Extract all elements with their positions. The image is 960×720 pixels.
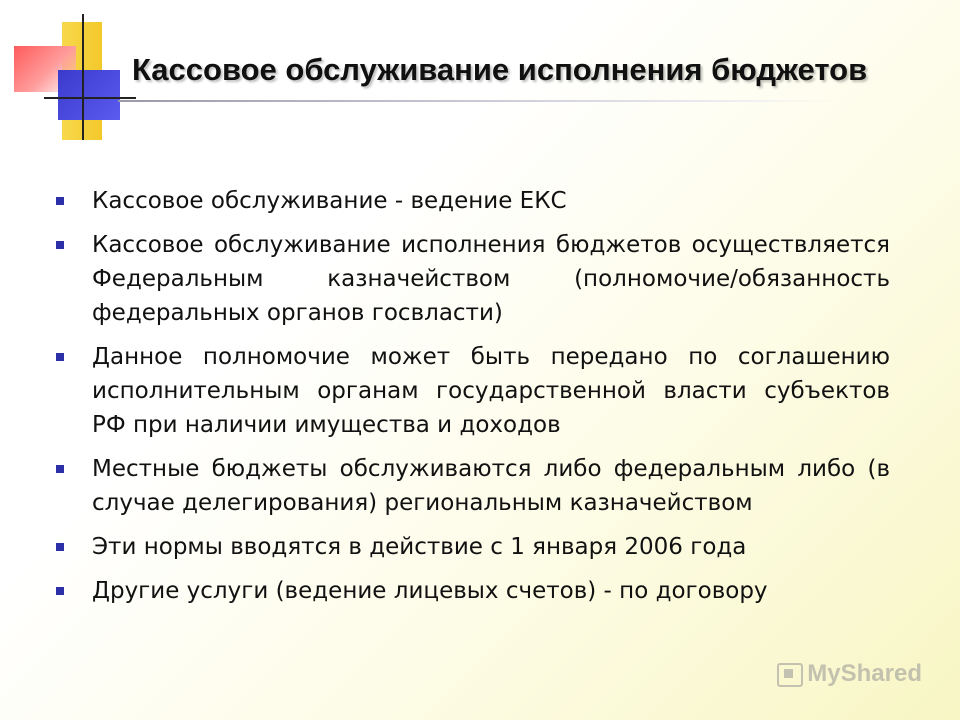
bullet-text: Кассовое обслуживание исполнения бюджетов осуществляется Федеральным казначейством (полномочие/обязанность федеральных органов госвласти): [92, 232, 890, 326]
bullet-list: [56, 184, 890, 618]
slide-title: Кассовое обслуживание исполнения бюджетов: [132, 52, 868, 87]
watermark-text: MyShared: [807, 660, 922, 687]
bullet-text: Местные бюджеты обслуживаются либо федеральным либо (в случае делегирования) региональным казначейством: [92, 456, 890, 516]
bullet-marker-icon: [56, 543, 64, 551]
bullet-marker-icon: [56, 241, 64, 249]
bullet-item: [56, 184, 890, 218]
decor-vertical-line: [82, 14, 84, 140]
bullet-item: [56, 228, 890, 330]
watermark-logo: [777, 660, 922, 688]
bullet-item: [56, 452, 890, 520]
decor-blue-block: [58, 70, 120, 120]
decor-horizontal-line: [44, 97, 136, 99]
bullet-text: Кассовое обслуживание - ведение ЕКС: [92, 188, 567, 214]
bullet-marker-icon: [56, 465, 64, 473]
bullet-marker-icon: [56, 353, 64, 361]
bullet-text: Другие услуги (ведение лицевых счетов) - по договору: [92, 578, 768, 604]
bullet-marker-icon: [56, 587, 64, 595]
bullet-text: Данное полномочие может быть передано по соглашению исполнительным органам государственной власти субъектов РФ при наличии имущества и доходов: [92, 344, 890, 438]
myshared-logo-icon: [777, 663, 803, 687]
bullet-text: Эти нормы вводятся в действие с 1 января 2006 года: [92, 534, 747, 560]
bullet-item: [56, 530, 890, 564]
title-underline: [118, 100, 838, 102]
bullet-item: [56, 340, 890, 442]
bullet-marker-icon: [56, 197, 64, 205]
bullet-item: [56, 574, 890, 608]
